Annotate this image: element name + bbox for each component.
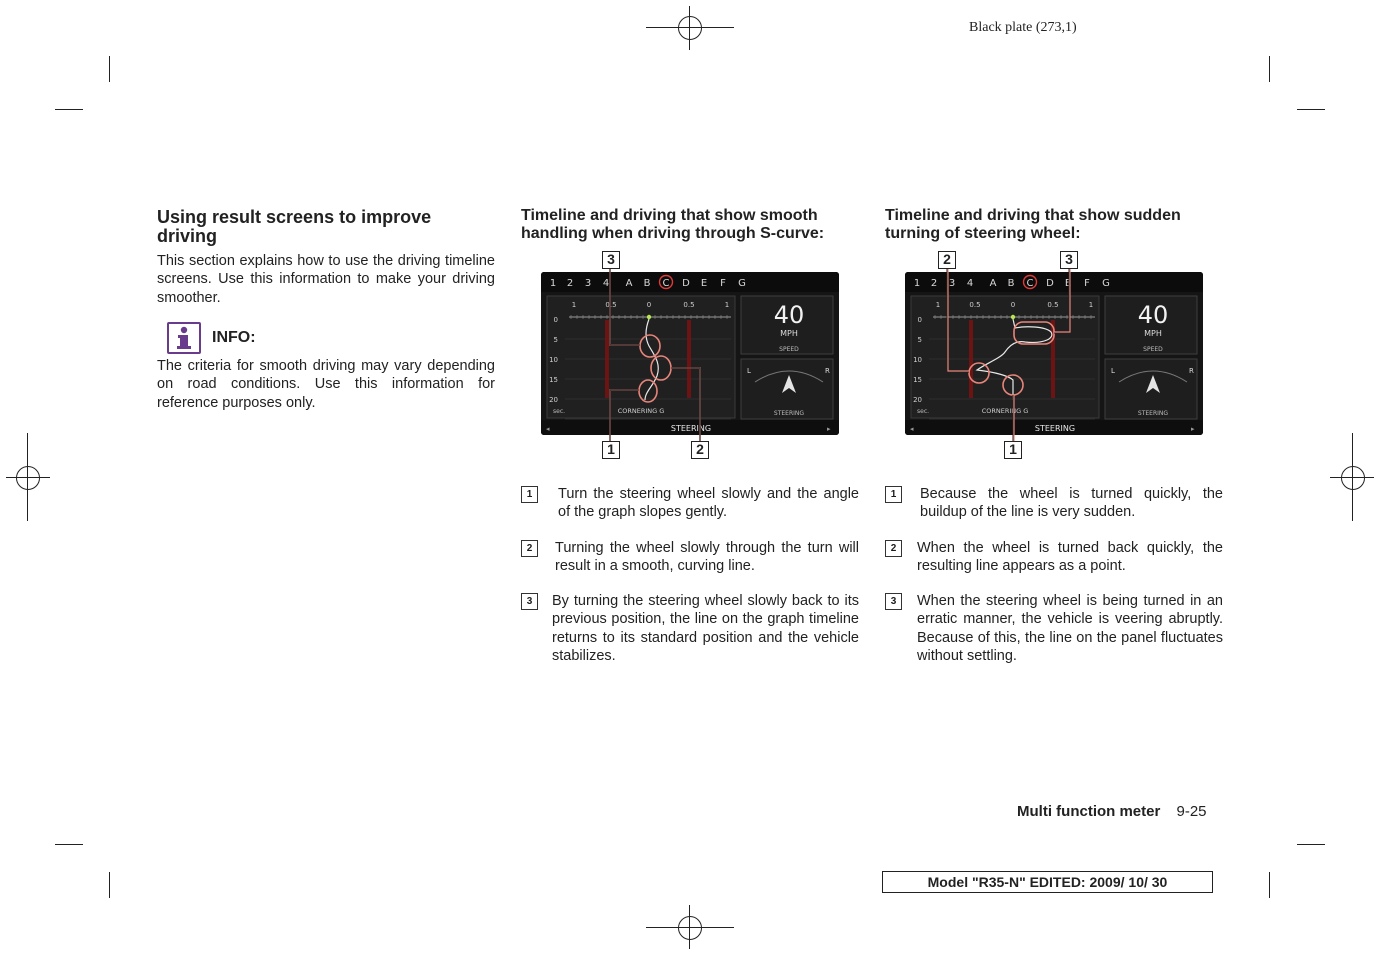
crop-mark	[55, 844, 83, 845]
middle-column	[521, 207, 859, 243]
steering-small-label: STEERING	[773, 410, 805, 417]
item-text: By turning the steering wheel slowly back to its previous position, the line on the graph timeline returns to its standard position and the vehicle stabilizes.	[552, 593, 859, 664]
plate-label: Black plate (273,1)	[969, 20, 1077, 35]
item-number: 2	[885, 540, 902, 557]
callout-lines-smooth	[520, 245, 860, 465]
item-text: Turn the steering wheel slowly and the angle of the graph slopes gently.	[558, 486, 859, 521]
info-label: INFO:	[212, 329, 256, 346]
scroll-left-icon: ◂	[546, 425, 550, 433]
info-icon	[167, 322, 201, 354]
registration-circle	[1341, 466, 1365, 490]
intro-paragraph: This section explains how to use the driving timeline screens. Use this information to make your driving smoother.	[157, 253, 495, 306]
item-text: Because the wheel is turned quickly, the buildup of the line is very sudden.	[920, 486, 1223, 521]
item-number: 1	[521, 486, 538, 503]
middle-heading: Timeline and driving that show smooth handling when driving through S-curve:	[521, 207, 825, 242]
scale-label: 0	[1010, 301, 1016, 309]
info-paragraph: The criteria for smooth driving may vary depending on road conditions. Use this information for reference purposes only.	[157, 358, 495, 411]
gear-label: D	[682, 278, 690, 289]
gear-label: 3	[948, 278, 956, 289]
crop-mark	[55, 109, 83, 110]
crop-mark	[1269, 56, 1270, 82]
gear-label: 2	[930, 278, 938, 289]
info-callout	[167, 321, 256, 355]
callout-3: 3	[1060, 251, 1078, 269]
scale-label: 0	[646, 301, 652, 309]
row-label: 0	[917, 316, 922, 324]
right-label: R	[825, 367, 830, 375]
section-heading: Using result screens to improve driving	[157, 207, 432, 246]
speed-unit: MPH	[780, 329, 798, 338]
speed-label: SPEED	[1143, 346, 1163, 353]
crop-mark	[109, 56, 110, 82]
gear-label: C	[662, 278, 670, 289]
crop-mark	[1269, 872, 1270, 898]
item-text: When the wheel is turned back quickly, the resulting line appears as a point.	[917, 540, 1223, 575]
page-number: 9-25	[1176, 803, 1207, 820]
left-label: L	[747, 367, 751, 375]
right-label: R	[1189, 367, 1194, 375]
item-number: 1	[885, 486, 902, 503]
scroll-right-icon: ▸	[1191, 425, 1195, 433]
sec-label: sec.	[553, 408, 566, 415]
callout-1: 1	[1004, 441, 1022, 459]
scale-label: 0.5	[683, 301, 695, 309]
scale-label: 1	[1088, 301, 1094, 309]
item-number: 3	[885, 593, 902, 610]
row-label: 20	[549, 396, 558, 404]
scroll-left-icon: ◂	[910, 425, 914, 433]
row-label: 10	[913, 356, 922, 364]
steering-small-label: STEERING	[1137, 410, 1169, 417]
item-number: 2	[521, 540, 538, 557]
scale-label: 1	[571, 301, 577, 309]
gear-label: G	[738, 278, 746, 289]
speed-label: SPEED	[779, 346, 799, 353]
callout-1: 1	[602, 441, 620, 459]
gear-label: G	[1102, 278, 1110, 289]
right-heading: Timeline and driving that show sudden turning of steering wheel:	[885, 207, 1181, 242]
scale-label: 1	[935, 301, 941, 309]
gear-label: B	[643, 278, 651, 289]
gear-label: 2	[566, 278, 574, 289]
gear-label: 1	[549, 278, 557, 289]
left-column	[157, 208, 495, 307]
scroll-right-icon: ▸	[827, 425, 831, 433]
gear-label: E	[700, 278, 708, 289]
speed-value: 40	[773, 301, 805, 329]
item-text: Turning the wheel slowly through the turn will result in a smooth, curving line.	[555, 540, 859, 575]
row-label: 0	[553, 316, 558, 324]
callout-lines-sudden	[884, 245, 1224, 465]
cornering-label: CORNERING G	[981, 407, 1029, 415]
row-label: 5	[917, 336, 922, 344]
gear-label: E	[1064, 278, 1072, 289]
gear-label: 4	[602, 278, 610, 289]
gear-label: 3	[584, 278, 592, 289]
steering-bar-label: STEERING	[670, 424, 712, 433]
gear-label: A	[625, 278, 633, 289]
crop-mark	[1297, 109, 1325, 110]
cornering-label: CORNERING G	[617, 407, 665, 415]
gear-label: 1	[913, 278, 921, 289]
row-label: 15	[549, 376, 558, 384]
crop-mark	[1297, 844, 1325, 845]
row-label: 20	[913, 396, 922, 404]
registration-circle	[678, 16, 702, 40]
gear-label: 4	[966, 278, 974, 289]
steering-bar-label: STEERING	[1034, 424, 1076, 433]
callout-2: 2	[938, 251, 956, 269]
gear-label: C	[1026, 278, 1034, 289]
scale-label: 0.5	[969, 301, 981, 309]
registration-circle	[16, 466, 40, 490]
callout-3: 3	[602, 251, 620, 269]
sec-label: sec.	[917, 408, 930, 415]
gear-label: D	[1046, 278, 1054, 289]
speed-unit: MPH	[1144, 329, 1162, 338]
item-number: 3	[521, 593, 538, 610]
page-footer	[1017, 803, 1207, 820]
gear-label: F	[720, 278, 726, 289]
gear-label: B	[1007, 278, 1015, 289]
footer-section: Multi function meter	[1017, 803, 1161, 820]
left-label: L	[1111, 367, 1115, 375]
right-column	[885, 207, 1223, 243]
gear-label: A	[989, 278, 997, 289]
gear-label: F	[1084, 278, 1090, 289]
model-stamp: Model "R35-N" EDITED: 2009/ 10/ 30	[882, 871, 1213, 893]
row-label: 10	[549, 356, 558, 364]
speed-value: 40	[1137, 301, 1169, 329]
scale-label: 0.5	[1047, 301, 1059, 309]
info-body	[157, 357, 495, 412]
crop-mark	[109, 872, 110, 898]
item-text: When the steering wheel is being turned in an erratic manner, the vehicle is veering abruptly. Because of this, the line on the panel fluctuates without settling.	[917, 593, 1223, 664]
registration-circle	[678, 916, 702, 940]
scale-label: 1	[724, 301, 730, 309]
row-label: 5	[553, 336, 558, 344]
row-label: 15	[913, 376, 922, 384]
scale-label: 0.5	[605, 301, 617, 309]
callout-2: 2	[691, 441, 709, 459]
